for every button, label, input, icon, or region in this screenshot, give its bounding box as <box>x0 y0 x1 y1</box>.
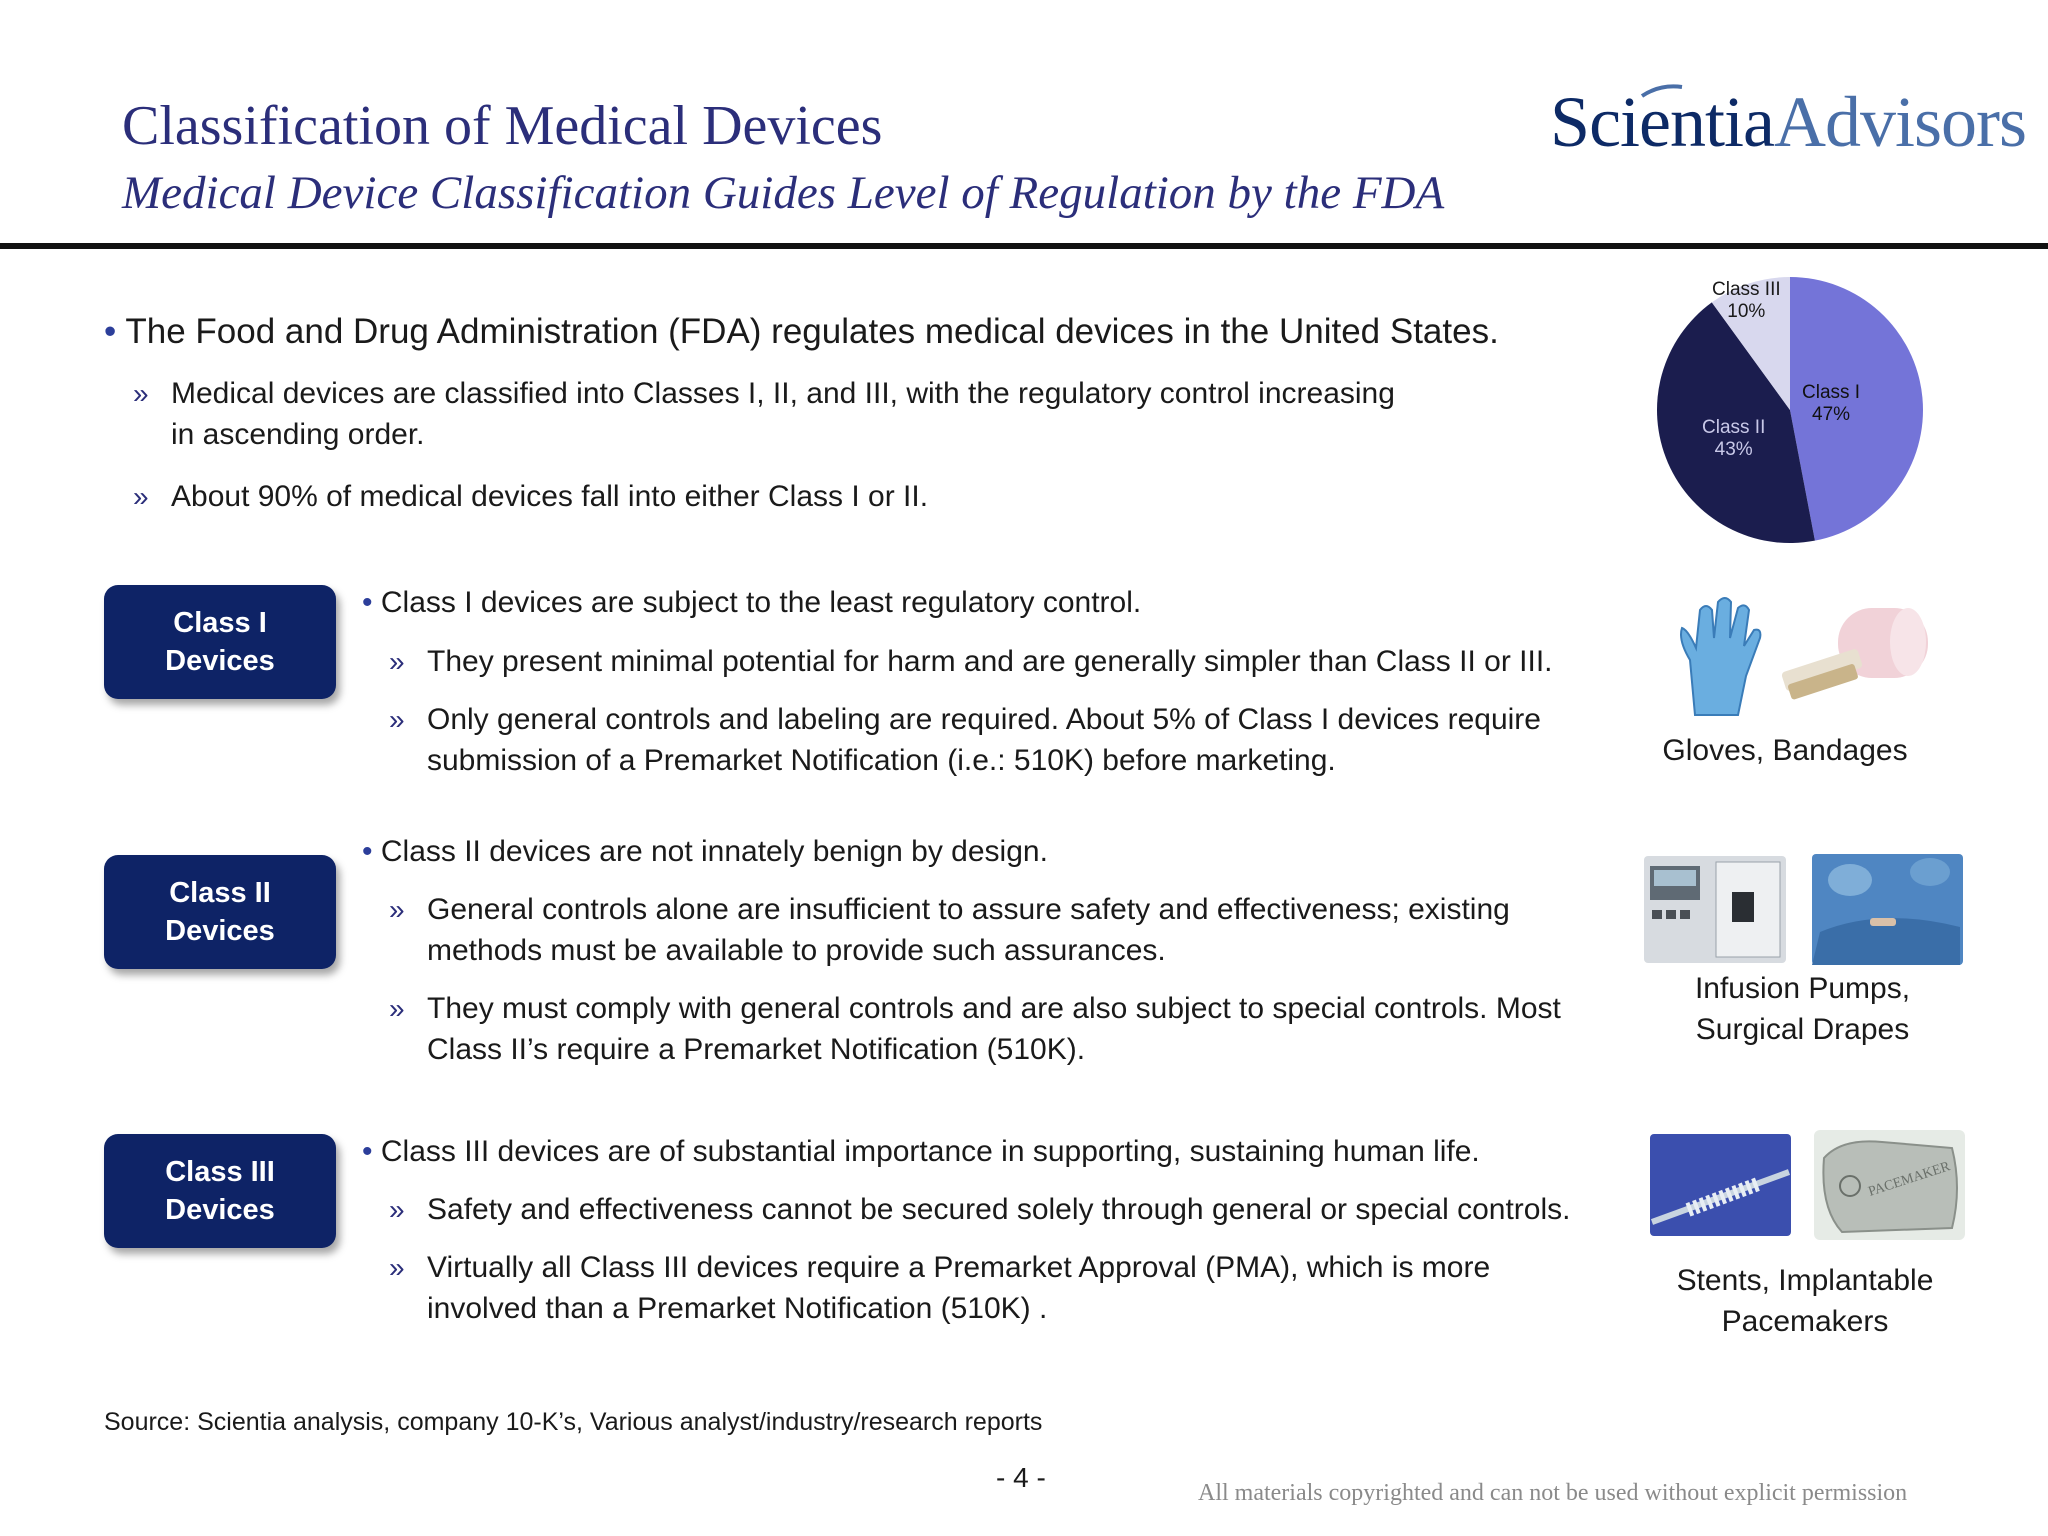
class-ii-bullet <box>362 832 1048 872</box>
pie-label-class-ii <box>1702 417 1765 461</box>
class-iii-sub-2 <box>389 1247 1639 1331</box>
intro-sub-1 <box>133 373 1633 457</box>
class-i-sub-2-line-2: submission of a Premarket Notification (i.e.: 510K) before marketing. <box>427 744 1336 777</box>
intro-sub-2-text: About 90% of medical devices fall into either Class I or II. <box>171 480 929 513</box>
pie-label-class-ii-name: Class II <box>1702 417 1766 438</box>
source-note: Source: Scientia analysis, company 10-K’s, Various analyst/industry/research reports <box>104 1408 1043 1436</box>
glove-image <box>1660 590 1780 720</box>
class-ii-sub-2-line-2: Class II’s require a Premarket Notification (510K). <box>427 1033 1086 1066</box>
class-distribution-pie-chart <box>1640 270 1940 555</box>
class-ii-bullet-text: Class II devices are not innately benign by design. <box>380 835 1048 868</box>
class-iii-sub-2-line-2: involved than a Premarket Notification (510K) . <box>427 1292 1048 1325</box>
infusion-pump-image <box>1640 852 1790 967</box>
pacemaker-image <box>1812 1128 1967 1242</box>
class-i-badge-line-1: Class I <box>173 607 267 639</box>
class-iii-caption <box>1650 1260 1960 1342</box>
page-subtitle: Medical Device Classification Guides Level of Regulation by the FDA <box>122 167 1445 219</box>
logo-text-advisors: Advisors <box>1773 82 2026 162</box>
class-i-caption <box>1640 730 1930 771</box>
class-ii-badge <box>104 855 336 969</box>
pie-label-class-i <box>1802 382 1860 426</box>
class-iii-badge-line-1: Class III <box>165 1156 275 1188</box>
chevron-right-icon: » <box>389 993 405 1024</box>
pie-label-class-iii <box>1712 279 1781 323</box>
bullet-dot-icon: • <box>362 1135 373 1168</box>
class-i-bullet <box>362 583 1141 623</box>
class-iii-sub-2-line-1: Virtually all Class III devices require a Premarket Approval (PMA), which is more <box>427 1251 1491 1284</box>
chevron-right-icon: » <box>389 1252 405 1283</box>
chevron-right-icon: » <box>389 1194 405 1225</box>
class-iii-caption-line-1: Stents, Implantable <box>1676 1264 1934 1297</box>
class-iii-bullet-text: Class III devices are of substantial importance in supporting, sustaining human life. <box>380 1135 1480 1168</box>
class-ii-caption-line-2: Surgical Drapes <box>1695 1013 1910 1046</box>
class-iii-badge-line-2: Devices <box>165 1194 275 1226</box>
class-iii-sub-1-line-1: Safety and effectiveness cannot be secured solely through general or special controls. <box>427 1193 1571 1226</box>
chevron-right-icon: » <box>133 481 149 512</box>
chevron-right-icon: » <box>133 378 149 409</box>
class-ii-sub-2-line-1: They must comply with general controls and are also subject to special controls. Most <box>427 992 1561 1025</box>
class-ii-badge-line-2: Devices <box>165 915 275 947</box>
intro-sub-2 <box>133 476 1633 518</box>
class-iii-bullet <box>362 1132 1480 1172</box>
stent-image <box>1648 1132 1793 1238</box>
intro-bullet <box>104 312 1499 352</box>
pie-label-class-i-value: 47% <box>1812 404 1851 425</box>
intro-sub-1-line-1: Medical devices are classified into Classes I, II, and III, with the regulatory control increasing <box>171 377 1395 410</box>
company-logo <box>1550 82 2026 162</box>
bullet-dot-icon: • <box>362 835 373 868</box>
chevron-right-icon: » <box>389 894 405 925</box>
surgical-drapes-image <box>1810 852 1965 967</box>
class-i-badge <box>104 585 336 699</box>
class-i-sub-1 <box>389 641 1639 683</box>
page-title: Classification of Medical Devices <box>122 95 883 157</box>
class-ii-sub-1-line-2: methods must be available to provide such assurances. <box>427 934 1166 967</box>
bandage-image <box>1778 590 1938 710</box>
chevron-right-icon: » <box>389 704 405 735</box>
pacemaker-label-text: PACEMAKER <box>1866 1159 1953 1200</box>
class-i-sub-2-line-1: Only general controls and labeling are required. About 5% of Class I devices require <box>427 703 1541 736</box>
pie-label-class-i-name: Class I <box>1802 382 1861 403</box>
page-number: - 4 - <box>996 1462 1046 1493</box>
class-i-sub-2 <box>389 699 1639 783</box>
pie-label-class-ii-value: 43% <box>1714 439 1753 460</box>
class-i-sub-1-line-1: They present minimal potential for harm and are generally simpler than Class II or III. <box>427 645 1553 678</box>
copyright-notice: All materials copyrighted and can not be used without explicit permission <box>1198 1480 1908 1506</box>
class-iii-sub-1 <box>389 1189 1639 1231</box>
class-iii-caption-line-2: Pacemakers <box>1721 1305 1889 1338</box>
class-ii-sub-2 <box>389 988 1639 1072</box>
class-ii-sub-1 <box>389 889 1639 973</box>
class-ii-badge-line-1: Class II <box>169 877 271 909</box>
class-iii-badge <box>104 1134 336 1248</box>
logo-text-scientia: Scientia <box>1550 82 1774 162</box>
bullet-dot-icon: • <box>362 586 373 619</box>
class-i-bullet-text: Class I devices are subject to the least regulatory control. <box>380 586 1142 619</box>
class-i-badge-line-2: Devices <box>165 645 275 677</box>
class-ii-caption-line-1: Infusion Pumps, <box>1694 972 1911 1005</box>
intro-bullet-text: The Food and Drug Administration (FDA) regulates medical devices in the United States. <box>125 312 1499 351</box>
bullet-dot-icon: • <box>104 312 117 351</box>
class-i-caption-line-1: Gloves, Bandages <box>1662 734 1908 767</box>
chevron-right-icon: » <box>389 646 405 677</box>
class-ii-caption <box>1650 968 1955 1050</box>
pie-label-class-iii-name: Class III <box>1712 279 1781 300</box>
pie-label-class-iii-value: 10% <box>1727 301 1766 322</box>
header-divider <box>0 243 2048 249</box>
intro-sub-1-line-2: in ascending order. <box>171 418 425 451</box>
class-ii-sub-1-line-1: General controls alone are insufficient to assure safety and effectiveness; existing <box>427 893 1510 926</box>
